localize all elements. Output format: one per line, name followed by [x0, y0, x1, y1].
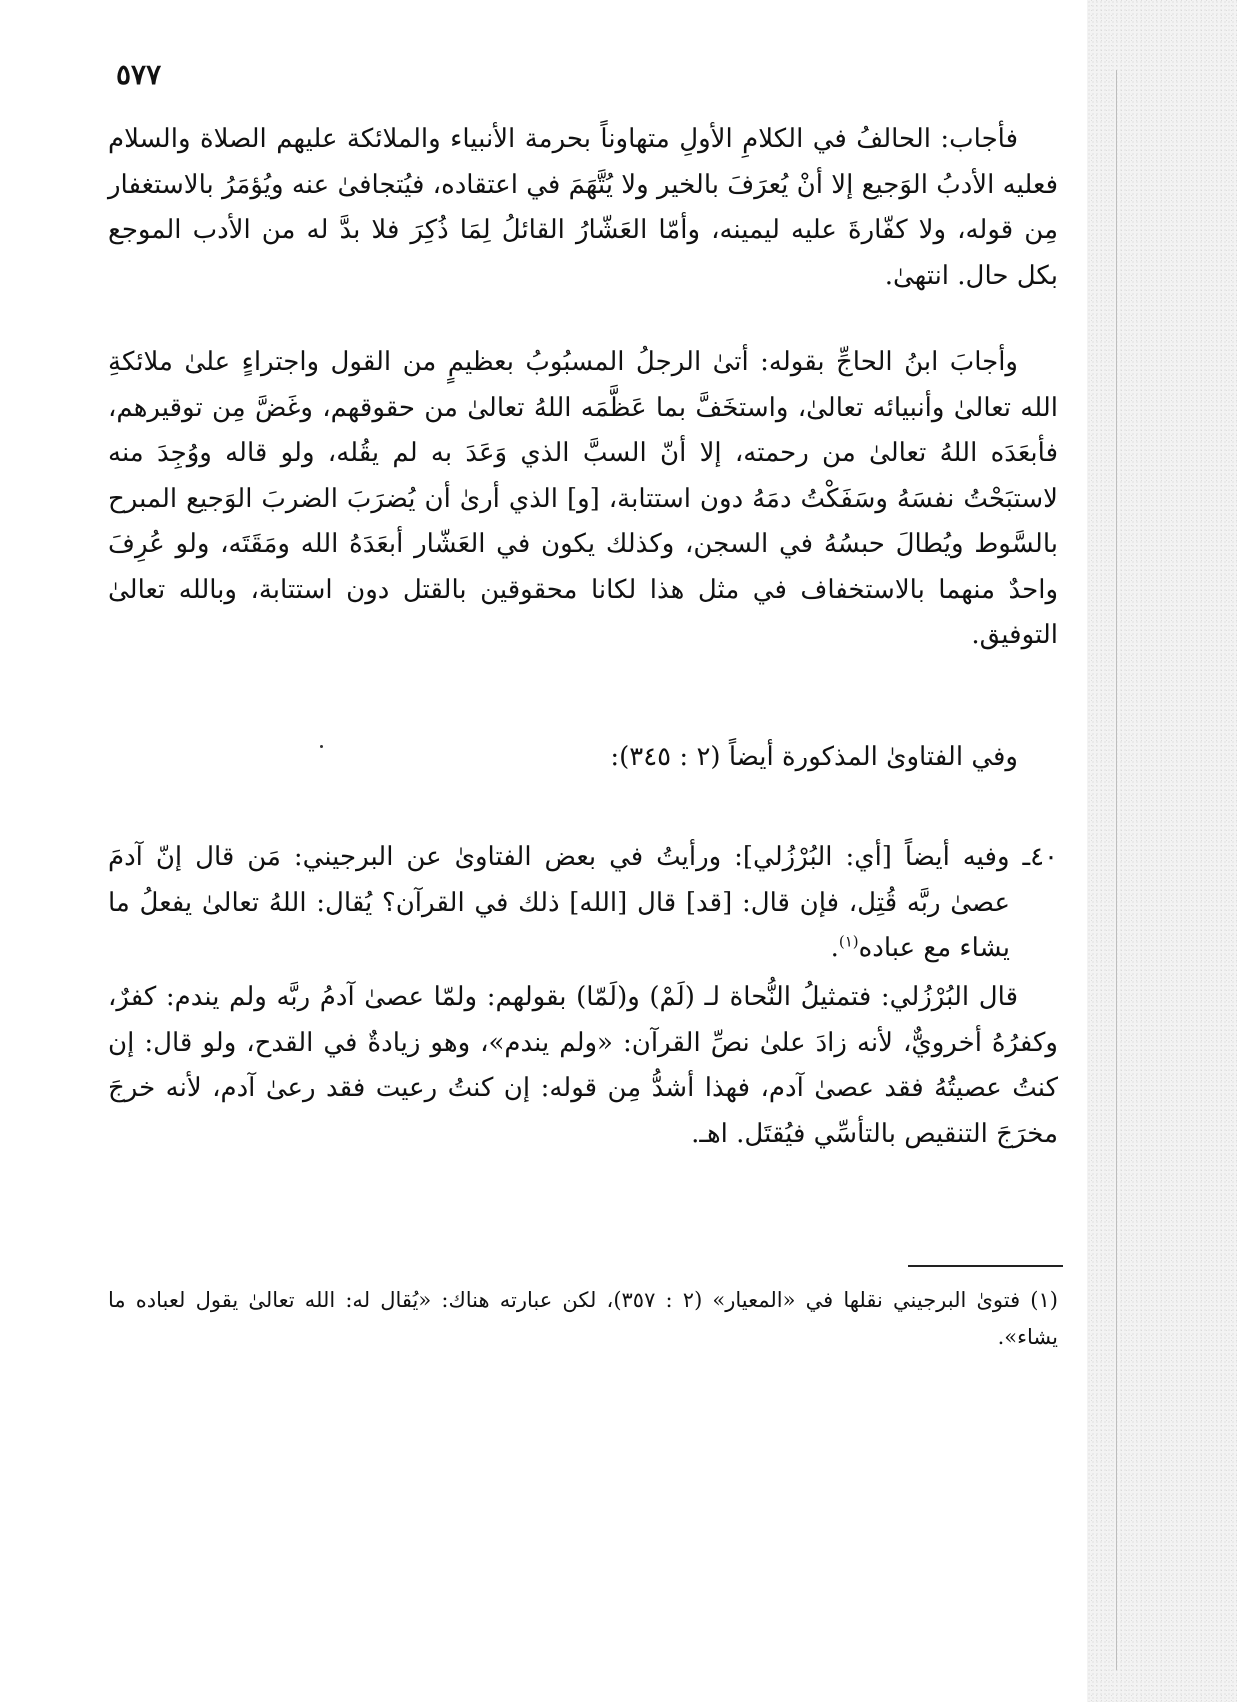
scanned-page-edge	[1087, 0, 1237, 1702]
paragraph-fatawa-reference: وفي الفتاوىٰ المذكورة أيضاً (٢ : ٣٤٥):	[610, 742, 1018, 772]
scan-edge-line	[1116, 70, 1117, 1670]
numbered-item-40-body	[108, 835, 1058, 972]
paragraph-burzuli-comment: قال البُرْزُلي: فتمثيلُ النُّحاة لـ (لَمْ) و(لَمّا) بقولهم: ولمّا عصىٰ آدمُ ربَّه ولم يندم: كفرٌ، وكفرُهُ أخرويٌّ، لأنه زادَ علىٰ نصِّ القرآن: «ولم يندم»، وهو زيادةٌ في القدح، ولو قال: إن كنتُ عصيتُهُ فقد عصىٰ آدم، فهذا أشدُّ مِن قوله: إن كنتُ رعيت فقد رعىٰ آدم، لأنه خرجَ مخرَجَ التنقيص بالتأسِّي فيُقتَل. اهـ.	[108, 982, 1058, 1149]
footnote-reference[interactable]: (١)	[838, 932, 859, 951]
page-number: ٥٧٧	[116, 58, 162, 91]
book-page	[108, 0, 1058, 1702]
footnote-1: (١) فتوىٰ البرجيني نقلها في «المعيار» (٢ : ٣٥٧)، لكن عبارته هناك: «يُقال له: الله تعالىٰ يقول لعباده ما يشاء».	[108, 1288, 1058, 1349]
item-end: .	[830, 933, 839, 963]
paragraph-fatwa-answer: فأجاب: الحالفُ في الكلامِ الأولِ متهاوناً بحرمة الأنبياء والملائكة عليهم الصلاة والسلام فعليه الأدبُ الوَجيع إلا أنْ يُعرَفَ بالخير ولا يُتَّهَمَ في اعتقاده، فيُتجافىٰ عنه ويُؤمَرُ بالاستغفار مِن قوله، ولا كفّارةَ عليه ليمينه، وأمّا العَشّارُ القائلُ لِمَا ذُكِرَ فلا بدَّ له من الأدب الموجع بكل حال. انتهىٰ.	[108, 124, 1058, 291]
paragraph-ibn-al-hajj-answer: وأجابَ ابنُ الحاجِّ بقوله: أتىٰ الرجلُ المسبُوبُ بعظيمٍ من القول واجتراءٍ علىٰ ملائكةِ الله تعالىٰ وأنبيائه تعالىٰ، واستخَفَّ بما عَظَّمَه اللهُ تعالىٰ من حقوقهم، وغَضَّ مِن توقيرهم، فأبعَدَه اللهُ تعالىٰ من رحمته، إلا أنّ السبَّ الذي وَعَدَ به لم يقُله، ولو قاله ووُجِدَ منه لاستبَحْتُ نفسَهُ وسَفَكْتُ دمَهُ دون استتابة، [و] الذي أرىٰ أن يُضرَبَ الضربَ الوَجيع المبرح بالسَّوط ويُطالَ حبسُهُ في السجن، وكذلك يكون في العَشّار أبعَدَهُ الله ومَقَتَه، ولو عُرِفَ واحدٌ منهما بالاستخفاف في مثل هذا لكانا محقوقين بالقتل دون استتابة، وبالله تعالىٰ التوفيق.	[108, 347, 1058, 650]
footnote-separator	[908, 1265, 1063, 1267]
item-text: وفيه أيضاً [أي: البُرْزُلي]: ورأيتُ في بعض الفتاوىٰ عن البرجيني: مَن قال إنّ آدمَ عصىٰ ربَّه قُتِل، فإن قال: [قد] قال [الله] ذلك في القرآن؟ يُقال: اللهُ تعالىٰ يفعلُ ما يشاء مع عباده	[108, 842, 1010, 963]
numbered-item-40	[108, 835, 1058, 972]
item-number: ٤٠ـ	[1022, 842, 1058, 872]
